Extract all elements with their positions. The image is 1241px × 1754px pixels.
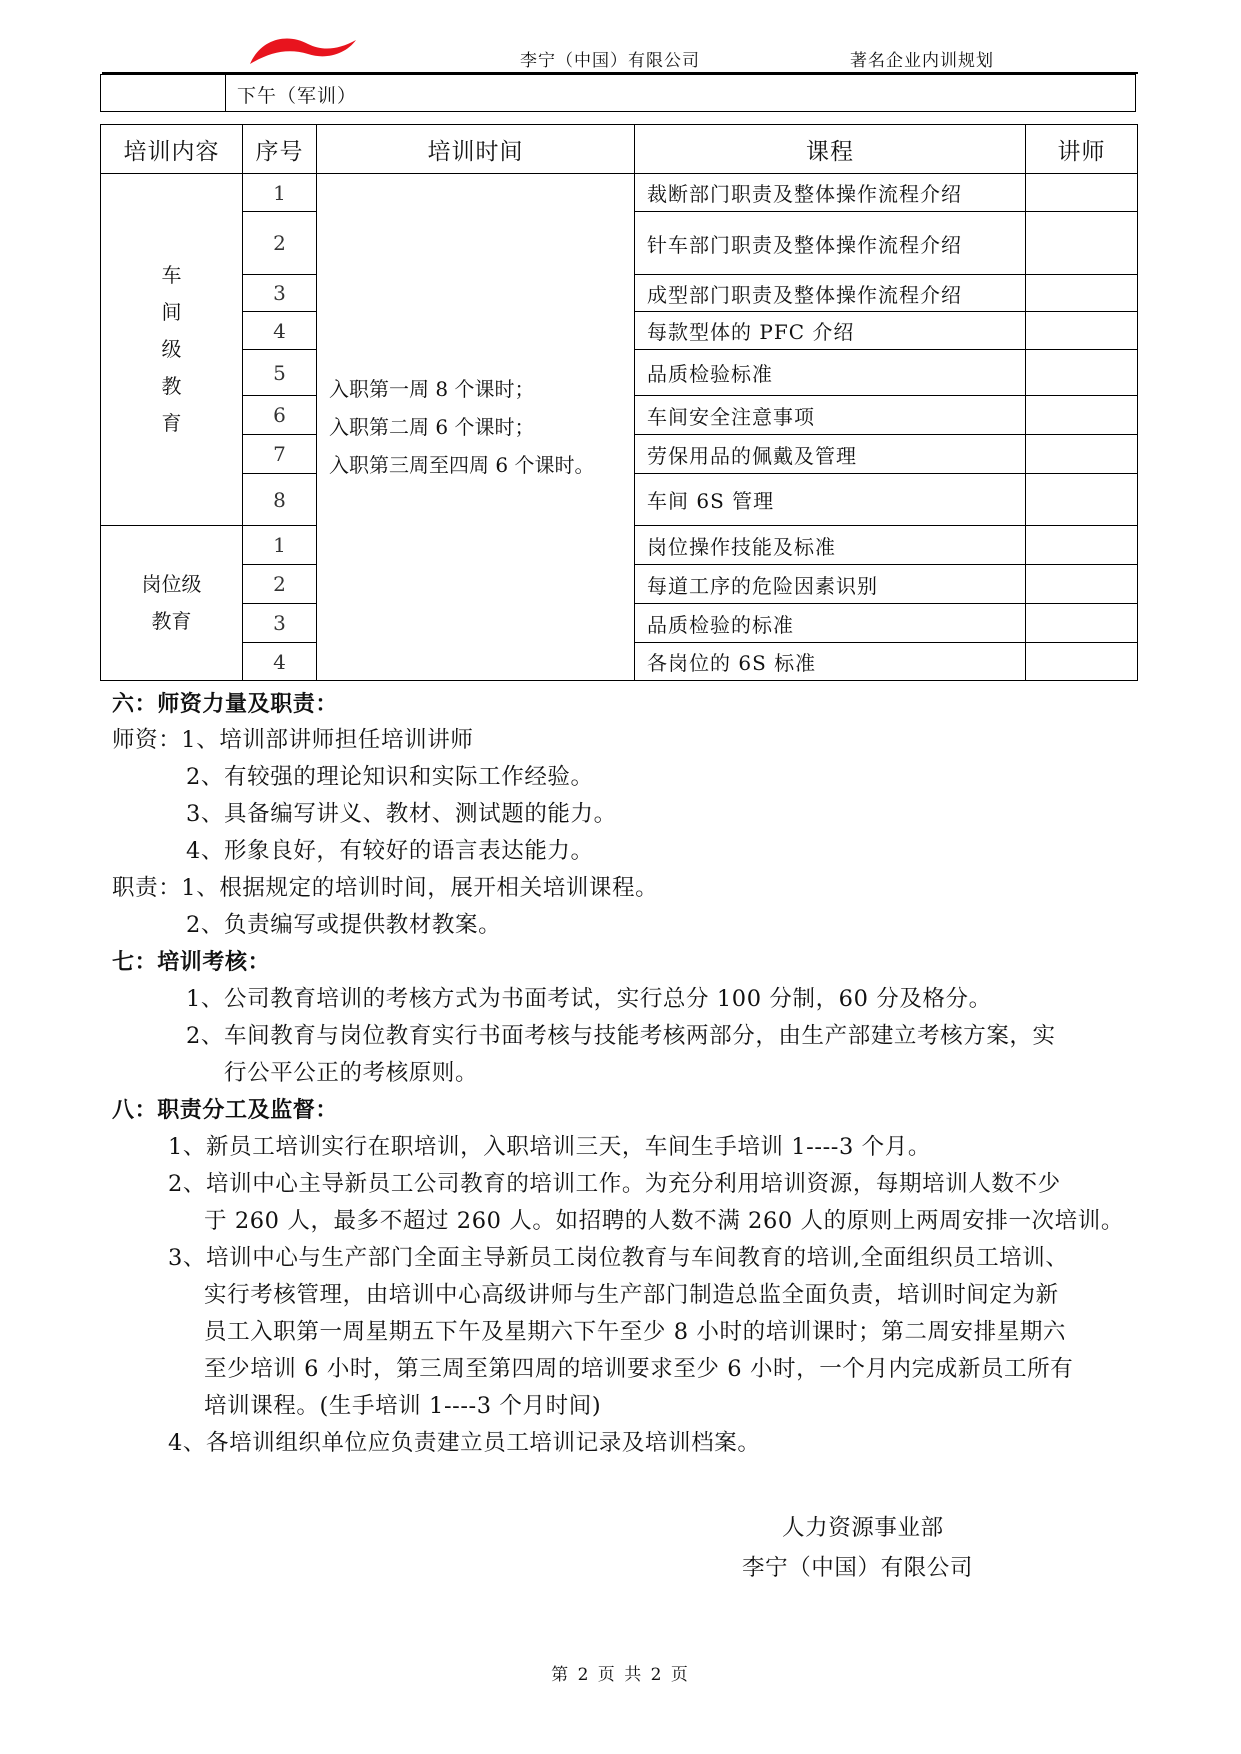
lecturer-cell	[1026, 643, 1138, 681]
section-6-line: 2、有较强的理论知识和实际工作经验。	[186, 764, 594, 790]
category-post: 岗位级 教育	[101, 526, 243, 681]
page-number: 第 2 页 共 2 页	[551, 1665, 690, 1685]
lecturer-cell	[1026, 474, 1138, 526]
row-number: 1	[243, 174, 317, 212]
row-number: 7	[243, 435, 317, 474]
row-number: 4	[243, 643, 317, 681]
section-8-title: 八：职责分工及监督：	[112, 1098, 339, 1123]
row-number: 5	[243, 350, 317, 396]
header-number: 序号	[243, 125, 317, 174]
section-6-line: 3、具备编写讲义、教材、测试题的能力。	[186, 801, 617, 827]
signature-department: 人力资源事业部	[782, 1515, 944, 1541]
course-cell: 品质检验标准	[635, 350, 1026, 396]
course-cell: 每道工序的危险因素识别	[635, 565, 1026, 604]
row-number: 2	[243, 565, 317, 604]
course-cell: 车间 6S 管理	[635, 474, 1026, 526]
lecturer-cell	[1026, 565, 1138, 604]
header-content: 培训内容	[101, 125, 243, 174]
lecturer-cell	[1026, 312, 1138, 350]
top-row-empty-cell	[101, 75, 226, 111]
section-8-line: 3、培训中心与生产部门全面主导新员工岗位教育与车间教育的培训,全面组织员工培训、	[168, 1245, 1069, 1271]
course-cell: 裁断部门职责及整体操作流程介绍	[635, 174, 1026, 212]
course-cell: 成型部门职责及整体操作流程介绍	[635, 275, 1026, 312]
lecturer-cell	[1026, 275, 1138, 312]
section-7-line: 2、车间教育与岗位教育实行书面考核与技能考核两部分，由生产部建立考核方案，实	[186, 1023, 1056, 1049]
section-6-title: 六：师资力量及职责：	[112, 692, 339, 717]
header-lecturer: 讲师	[1026, 125, 1138, 174]
category-workshop: 车 间 级 教 育	[101, 174, 243, 526]
row-number: 6	[243, 396, 317, 435]
section-6-line: 2、负责编写或提供教材教案。	[186, 912, 502, 938]
header-company: 李宁（中国）有限公司	[520, 51, 700, 71]
section-8-line: 1、新员工培训实行在职培训，入职培训三天，车间生手培训 1----3 个月。	[168, 1134, 931, 1160]
lecturer-cell	[1026, 526, 1138, 565]
course-cell: 劳保用品的佩戴及管理	[635, 435, 1026, 474]
row-number: 1	[243, 526, 317, 565]
lecturer-cell	[1026, 604, 1138, 643]
header-plan-title: 著名企业内训规划	[850, 51, 994, 71]
section-8-line: 培训课程。(生手培训 1----3 个月时间)	[204, 1393, 602, 1419]
section-8-line: 2、培训中心主导新员工公司教育的培训工作。为充分利用培训资源，每期培训人数不少	[168, 1171, 1061, 1197]
training-table	[100, 124, 1138, 681]
section-7-title: 七：培训考核：	[112, 950, 271, 975]
training-time-cell: 入职第一周 8 个课时； 入职第二周 6 个课时； 入职第三周至四周 6 个课时。	[317, 174, 635, 681]
course-cell: 每款型体的 PFC 介绍	[635, 312, 1026, 350]
section-6-line: 4、形象良好，有较好的语言表达能力。	[186, 838, 594, 864]
signature-company: 李宁（中国）有限公司	[742, 1555, 974, 1581]
row-number: 3	[243, 275, 317, 312]
header-course: 课程	[635, 125, 1026, 174]
section-8-line: 至少培训 6 小时，第三周至第四周的培训要求至少 6 小时，一个月内完成新员工所有	[204, 1356, 1074, 1382]
lecturer-cell	[1026, 350, 1138, 396]
section-8-line: 于 260 人，最多不超过 260 人。如招聘的人数不满 260 人的原则上两周安排一次培训。	[204, 1208, 1124, 1234]
section-8-line: 实行考核管理，由培训中心高级讲师与生产部门制造总监全面负责，培训时间定为新	[204, 1282, 1059, 1308]
table-row	[101, 174, 1138, 212]
header-time: 培训时间	[317, 125, 635, 174]
lecturer-cell	[1026, 174, 1138, 212]
row-number: 8	[243, 474, 317, 526]
section-8-line: 4、各培训组织单位应负责建立员工培训记录及培训档案。	[168, 1430, 761, 1456]
lecturer-cell	[1026, 435, 1138, 474]
section-7-line: 1、公司教育培训的考核方式为书面考试，实行总分 100 分制，60 分及格分。	[186, 986, 992, 1012]
section-6-line: 师资：1、培训部讲师担任培训讲师	[112, 727, 474, 753]
table-header-row	[101, 125, 1138, 174]
lining-logo-icon	[246, 30, 358, 72]
course-cell: 针车部门职责及整体操作流程介绍	[635, 212, 1026, 275]
top-row-text: 下午（军训）	[237, 85, 358, 107]
lecturer-cell	[1026, 396, 1138, 435]
course-cell: 品质检验的标准	[635, 604, 1026, 643]
section-7-line: 行公平公正的考核原则。	[224, 1060, 479, 1086]
section-8-line: 员工入职第一周星期五下午及星期六下午至少 8 小时的培训课时；第二周安排星期六	[204, 1319, 1067, 1345]
row-number: 2	[243, 212, 317, 275]
row-number: 3	[243, 604, 317, 643]
course-cell: 车间安全注意事项	[635, 396, 1026, 435]
lecturer-cell	[1026, 212, 1138, 275]
top-schedule-row	[100, 74, 1136, 112]
course-cell: 各岗位的 6S 标准	[635, 643, 1026, 681]
section-6-line: 职责：1、根据规定的培训时间，展开相关培训课程。	[112, 875, 659, 901]
row-number: 4	[243, 312, 317, 350]
course-cell: 岗位操作技能及标准	[635, 526, 1026, 565]
